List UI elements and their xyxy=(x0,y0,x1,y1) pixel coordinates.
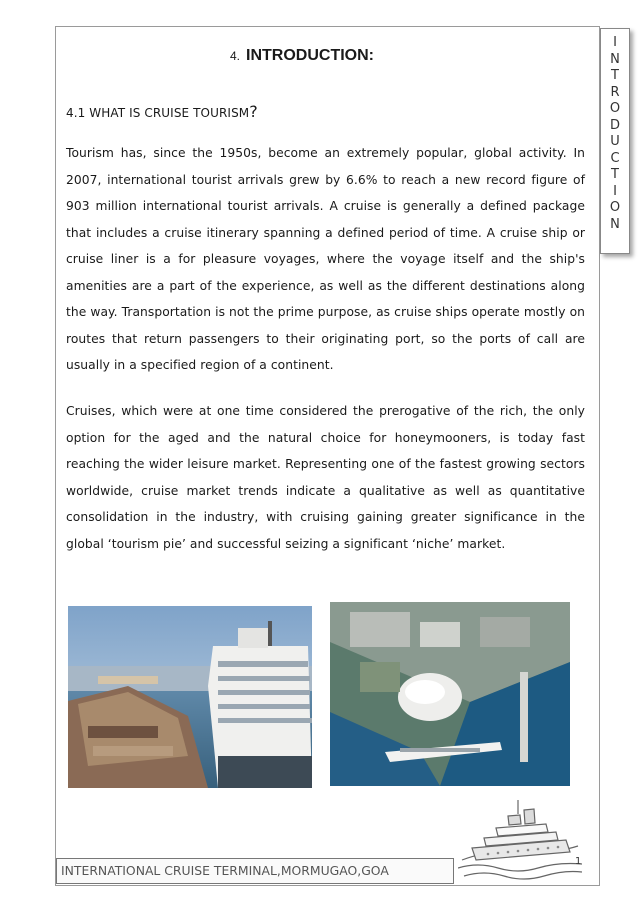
section-title-text: 4.1 WHAT IS CRUISE TOURISM xyxy=(66,106,250,120)
paragraph-2: Cruises, which were at one time considered the prerogative of the rich, the only option for the aged and the natural choice for honeymooners, is today fast reaching the wider leisure market. Representing one of the fastest growing sectors worldwide, cruise market trends indicate a qualitative as well as quantitative consolidation in the industry, with cruising gaining greater significance in the global ‘tourism pie’ and successful seizing a significant ‘niche’ market. xyxy=(66,404,585,551)
section-title xyxy=(66,102,258,121)
side-tab-letter: U xyxy=(610,134,620,149)
side-tab-letter: T xyxy=(611,167,619,182)
footer-banner: INTERNATIONAL CRUISE TERMINAL,MORMUGAO,GOA xyxy=(56,858,454,884)
paragraph-1: Tourism has, since the 1950s, become an extremely popular, global activity. In 2007, international tourist arrivals grew by 6.6% to reach a new record figure of 903 million international tourist arrivals. A cruise is generally a defined package that includes a cruise itinerary spanning a defined period of time. A cruise ship or cruise liner is a for pleasure voyages, where the voyage itself and the ship's amenities are a part of the experience, as well as the different destinations along the way. Transportation is not the prime purpose, as cruise ships operate mostly on routes that return passengers to their originating port, so the ports of call are usually in a specified region of a continent. xyxy=(66,146,585,372)
side-tab-letter: O xyxy=(609,200,621,215)
side-tab-letter: O xyxy=(609,101,621,116)
side-tab-letters xyxy=(601,29,629,233)
side-tab-letter: D xyxy=(609,117,620,133)
side-tab-letter: N xyxy=(610,216,620,232)
page-title xyxy=(230,47,374,65)
section-title-mark: ? xyxy=(249,102,258,121)
chapter-title: INTRODUCTION: xyxy=(246,47,374,64)
side-tab-letter: N xyxy=(610,51,620,67)
side-tab-letter: R xyxy=(610,84,620,100)
cruise-ship-photo xyxy=(68,606,312,788)
side-tab-letter: T xyxy=(611,68,619,83)
terminal-aerial-photo xyxy=(330,602,570,786)
ship-drawing-icon xyxy=(458,790,582,884)
chapter-number: 4. xyxy=(230,49,241,63)
page-number: 1 xyxy=(575,856,582,867)
side-tab-letter: C xyxy=(610,150,620,166)
side-tab xyxy=(600,28,630,254)
side-tab-letter: I xyxy=(613,183,617,199)
side-tab-letter: I xyxy=(613,35,617,50)
